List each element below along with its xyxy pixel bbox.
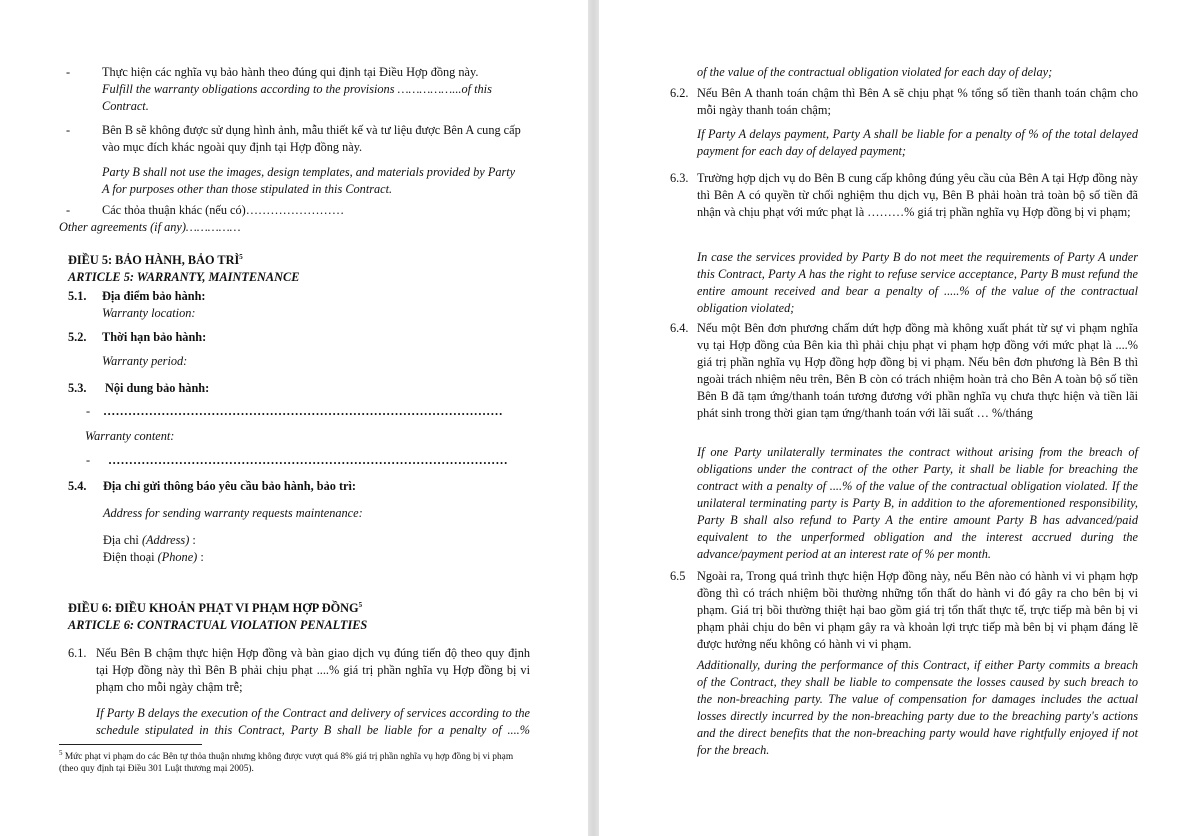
section-5-2-heading-en: Warranty period: — [102, 354, 188, 368]
section-5-1-heading-en: Warranty location: — [102, 306, 196, 320]
section-6-2-number: 6.2. — [670, 86, 689, 100]
section-5-3-heading-en: Warranty content: — [85, 429, 175, 443]
blank-line-marker: - — [86, 404, 91, 418]
section-6-2-text-vi: Nếu Bên A thanh toán chậm thì Bên A sẽ chịu phạt % tổng số tiền thanh toán chậm cho mỗi ngày thanh toán chậm; — [697, 86, 1138, 117]
section-5-4-heading-en: Address for sending warranty requests maintenance: — [103, 506, 363, 520]
section-6-1-number: 6.1. — [68, 646, 87, 660]
section-5-2-number: 5.2. — [68, 330, 87, 344]
section-6-2-text-en: If Party A delays payment, Party A shall be liable for a penalty of % of the total delayed payment for each day of delayed payment; — [697, 127, 1138, 158]
address-label-en: (Address) — [141, 533, 190, 547]
phone-field[interactable] — [103, 549, 204, 566]
article-5-title-vi-text: ĐIỀU 5: BẢO HÀNH, BẢO TRÌ — [68, 253, 240, 267]
article-6-title-vi-text: ĐIỀU 6: ĐIỀU KHOẢN PHẠT VI PHẠM HỢP ĐỒNG — [68, 601, 359, 615]
section-5-4-heading: Địa chỉ gửi thông báo yêu cầu bảo hành, bảo trì: — [103, 479, 357, 493]
document-page-right — [599, 0, 1188, 836]
section-6-5-number: 6.5 — [670, 569, 686, 583]
bullet-marker: - — [66, 203, 71, 217]
footnote-ref[interactable]: 5 — [239, 252, 243, 261]
address-label-vi: Địa chỉ — [103, 533, 142, 547]
footnote-separator — [59, 744, 202, 745]
section-6-4-text-en: If one Party unilaterally terminates the contract without arising from the breach of obligations under the contract of the other Party, it shall be liable for breaching the contract with a penalty of ....% of the value of the contractual obligation violated. If the unilateral terminating party is Party B, in addition to the aforementioned responsibility, Party B shall also refund to Party A the entire amount Party B has advanced/paid equivalent to the unperformed obligation and the interest accrued during the advance/payment period at an interest rate of % per month. — [697, 445, 1138, 561]
section-5-3-number: 5.3. — [68, 381, 87, 395]
phone-label-vi: Điện thoại — [103, 550, 158, 564]
bullet-text-vi: Bên B sẽ không được sử dụng hình ảnh, mẫu thiết kế và tư liệu được Bên A cung cấp vào mục đích khác ngoài quy định tại Hợp đồng này. — [102, 123, 521, 154]
section-6-3-text-en: In case the services provided by Party B do not meet the requirements of Party A under this Contract, Party A has the right to refuse service acceptance, Party B must refund the entire amount received and bear a penalty of .....% of the value of the contractual obligation violated; — [697, 250, 1138, 315]
section-6-1-text-en: If Party B delays the execution of the Contract and delivery of services according to the schedule stipulated in this Contract, Party B shall be liable for a penalty of ....% — [96, 706, 530, 737]
phone-label-en: (Phone) — [157, 550, 198, 564]
section-6-1-text-en-continued: of the value of the contractual obligation violated for each day of delay; — [697, 65, 1053, 79]
section-5-2-heading: Thời hạn bảo hành: — [102, 330, 207, 344]
section-5-1-heading: Địa điểm bảo hành: — [102, 289, 206, 303]
document-page-left — [0, 0, 588, 836]
bullet-text-en: Fulfill the warranty obligations according to the provisions ……………...of this Contract. — [102, 82, 492, 113]
bullet-text-vi: Thực hiện các nghĩa vụ bảo hành theo đúng qui định tại Điều Hợp đồng này. — [102, 65, 479, 79]
address-colon: : — [189, 533, 196, 547]
blank-line-marker: - — [86, 453, 91, 467]
address-field[interactable] — [103, 532, 196, 549]
bullet-text-en: Party B shall not use the images, design templates, and materials provided by Party A for purposes other than those stipulated in this Contract. — [102, 165, 516, 196]
article-6-title-vi — [68, 600, 362, 617]
bullet-text-en: Other agreements (if any)…………… — [59, 220, 241, 234]
section-6-5-text-vi: Ngoài ra, Trong quá trình thực hiện Hợp đồng này, nếu Bên nào có hành vi vi phạm hợp đồng thì có trách nhiệm bồi thường những tổn thất do hành vi đó gây ra cho bên bị vi phạm. Giá trị bồi thường thiệt hại bao gồm giá trị tổn thất thực tế, trực tiếp mà bên bị vi phạm phải chịu do bên vi phạm gây ra và khoản lợi trực tiếp mà bên bị vi phạm đáng lẽ được hưởng nếu không có hành vi vi phạm. — [697, 569, 1138, 651]
bullet-marker: - — [66, 65, 71, 79]
footnote-ref[interactable]: 5 — [358, 600, 363, 609]
section-6-3-text-vi: Trường hợp dịch vụ do Bên B cung cấp không đúng yêu cầu của Bên A tại Hợp đồng này thì Bên A có quyền từ chối nghiệm thu dịch vụ, Bên B phải hoàn trả toàn bộ số tiền đã nhận và chịu phạt với mức phạt là ………% giá trị phần nghĩa vụ Hợp đồng bị vi phạm; — [697, 171, 1138, 219]
footnote — [59, 748, 529, 775]
footnote-text: Mức phạt vi phạm do các Bên tự thỏa thuận nhưng không được vượt quá 8% giá trị phần nghĩa vụ hợp đồng bị vi phạm (theo quy định tại Điều 301 Luật thương mại 2005). — [59, 752, 514, 774]
bullet-marker: - — [66, 123, 71, 137]
section-6-1-text-vi: Nếu Bên B chậm thực hiện Hợp đồng và bàn giao dịch vụ đúng tiến độ theo quy định tại Hợp đồng này thì Bên B phải chịu phạt ....% giá trị phần nghĩa vụ Hợp đồng bị vi phạm cho mỗi ngày chậm trễ; — [96, 646, 530, 694]
article-6-title-en: ARTICLE 6: CONTRACTUAL VIOLATION PENALTIES — [68, 618, 368, 632]
section-6-3-number: 6.3. — [670, 171, 689, 185]
section-6-4-number: 6.4. — [670, 321, 689, 335]
phone-colon: : — [197, 550, 204, 564]
footnote-number: 5 — [59, 748, 63, 757]
section-5-3-heading: Nội dung bảo hành: — [105, 381, 210, 395]
blank-fill-line[interactable]: …………………………………………………………………………………… — [108, 453, 508, 467]
section-5-1-number: 5.1. — [68, 289, 87, 303]
section-6-4-text-vi: Nếu một Bên đơn phương chấm dứt hợp đồng mà không xuất phát từ sự vi phạm nghĩa vụ tại Hợp đồng của Bên kia thì phải chịu phạt vi phạm hợp đồng với mức phạt là ....% giá trị phần nghĩa vụ Hợp đồng hợp đồng bị vi phạm. Nếu bên đơn phương là Bên B thì ngoài trách nhiệm nêu trên, Bên B còn có trách nhiệm hoàn trả cho Bên A toàn bộ số tiền Bên B đã tạm ứng/thanh toán tương đương với phần nghĩa vụ chưa thực hiện và tiền lãi phát sinh trong thời gian tạm ứng/thanh toán với lãi suất … %/tháng — [697, 321, 1138, 420]
section-5-4-number: 5.4. — [68, 479, 87, 493]
article-5-title-vi — [68, 252, 243, 269]
article-5-title-en: ARTICLE 5: WARRANTY, MAINTENANCE — [68, 270, 300, 284]
bullet-text-vi: Các thỏa thuận khác (nếu có)…………………… — [102, 203, 345, 217]
section-6-5-text-en: Additionally, during the performance of this Contract, if either Party commits a breach of the Contract, they shall be liable to compensate the losses caused by such breach to the non-breaching party. The value of compensation for damages includes the actual losses directly incurred by the non-breaching party due to the breaching party's actions and the direct benefits that the non-breaching party would have rightfully enjoyed if not for the breach. — [697, 658, 1138, 757]
blank-fill-line[interactable]: …………………………………………………………………………………… — [103, 404, 503, 418]
page-gutter — [588, 0, 599, 836]
